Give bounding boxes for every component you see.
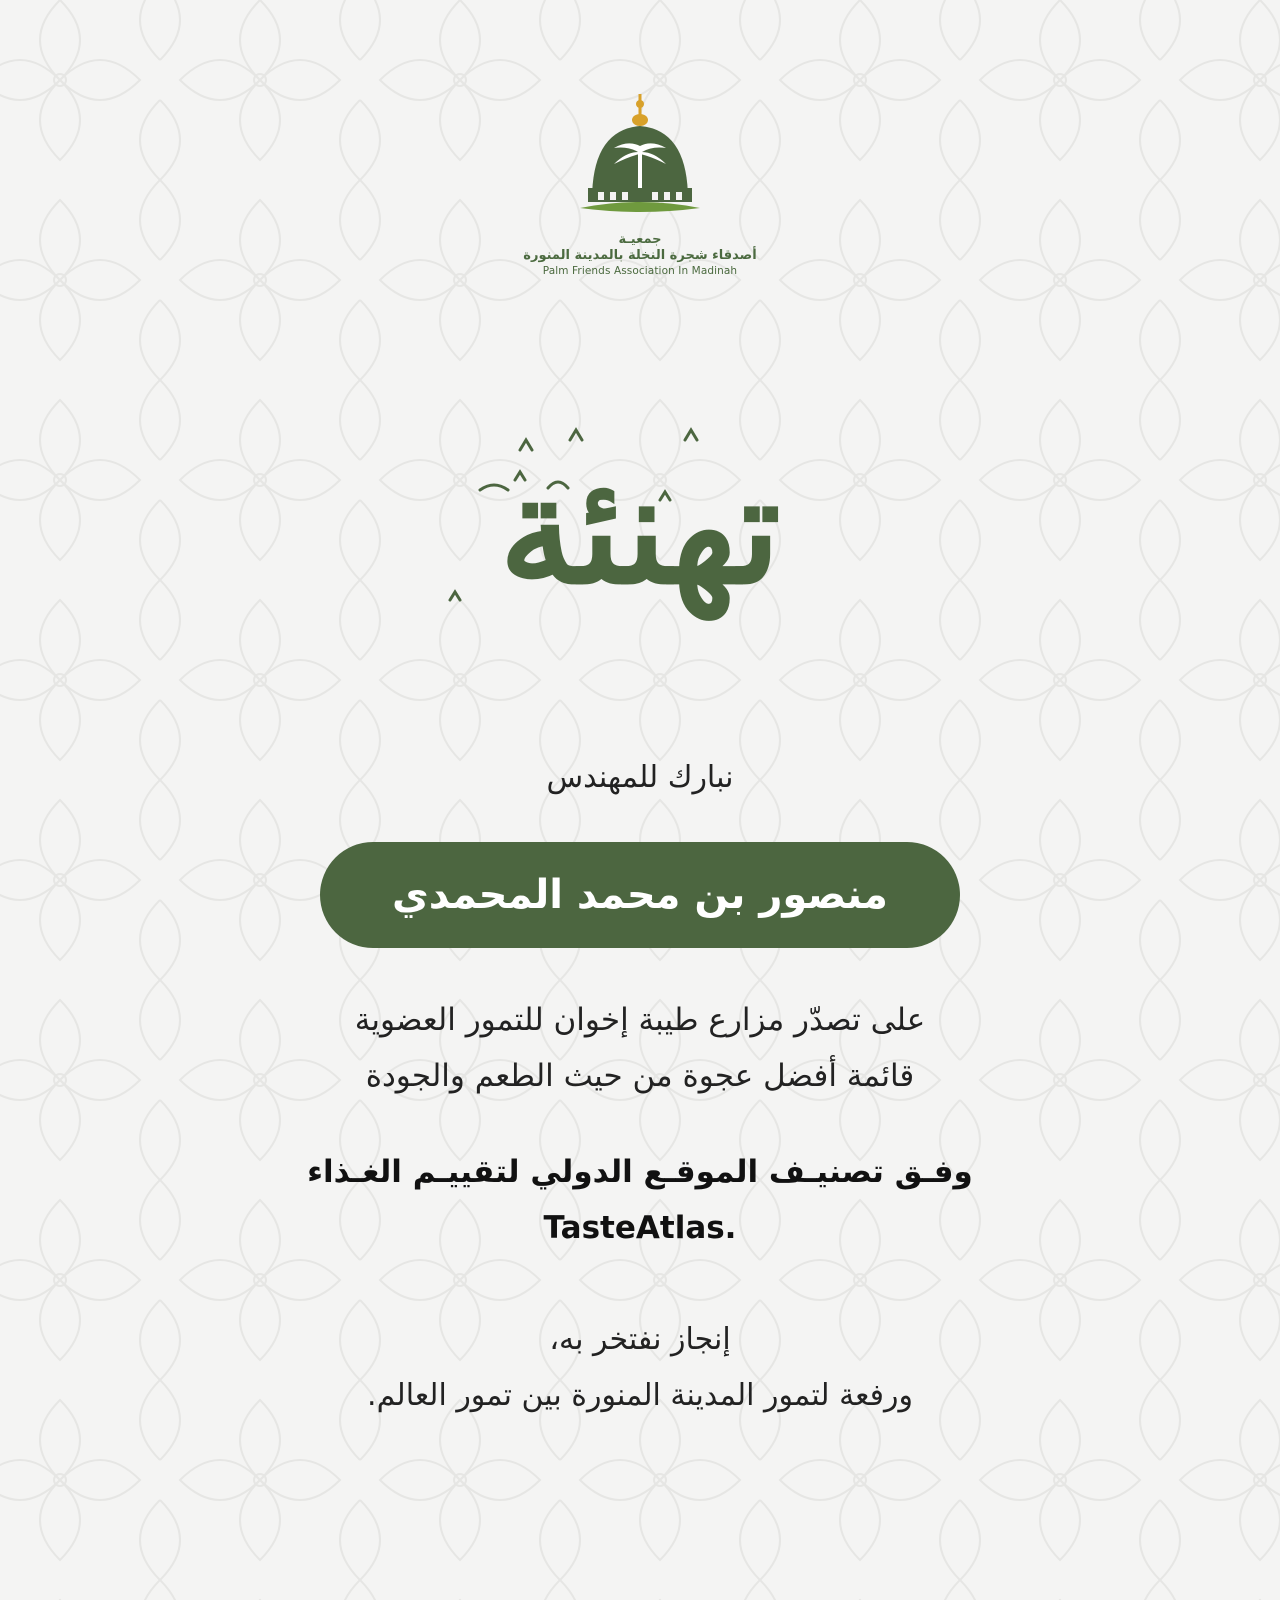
ranking-source: TasteAtlas. [543,1210,737,1246]
logo-arabic-line2: أصدقاء شجرة النخلة بالمدينة المنورة [523,248,757,263]
ranking-text [300,1144,980,1256]
closing-text [310,1312,970,1424]
achievement-text [310,992,970,1104]
logo-arabic-line1: جمعيـة [618,232,662,247]
honoree-name-badge [320,842,960,948]
honoree-name: منصور بن محمد المحمدي [392,872,888,918]
achievement-line1: على تصدّر مزارع طيبة إخوان للتمور العضوية [354,1002,926,1038]
closing-line1: إنجاز نفتخر به، [549,1322,731,1357]
logo-english-name: Palm Friends Association In Madinah [542,265,738,277]
greeting-text: نبارك للمهندس [546,760,734,795]
congratulations-title: تهنئة [499,442,781,618]
ranking-line1: وفـق تصنيـف الموقـع الدولي لتقييـم الغـذاء [307,1154,973,1190]
closing-line2: ورفعة لتمور المدينة المنورة بين تمور العالم. [367,1378,913,1413]
achievement-line2: قائمة أفضل عجوة من حيث الطعم والجودة [365,1058,915,1094]
association-logo [520,90,760,280]
dome-palm-emblem [570,90,710,230]
